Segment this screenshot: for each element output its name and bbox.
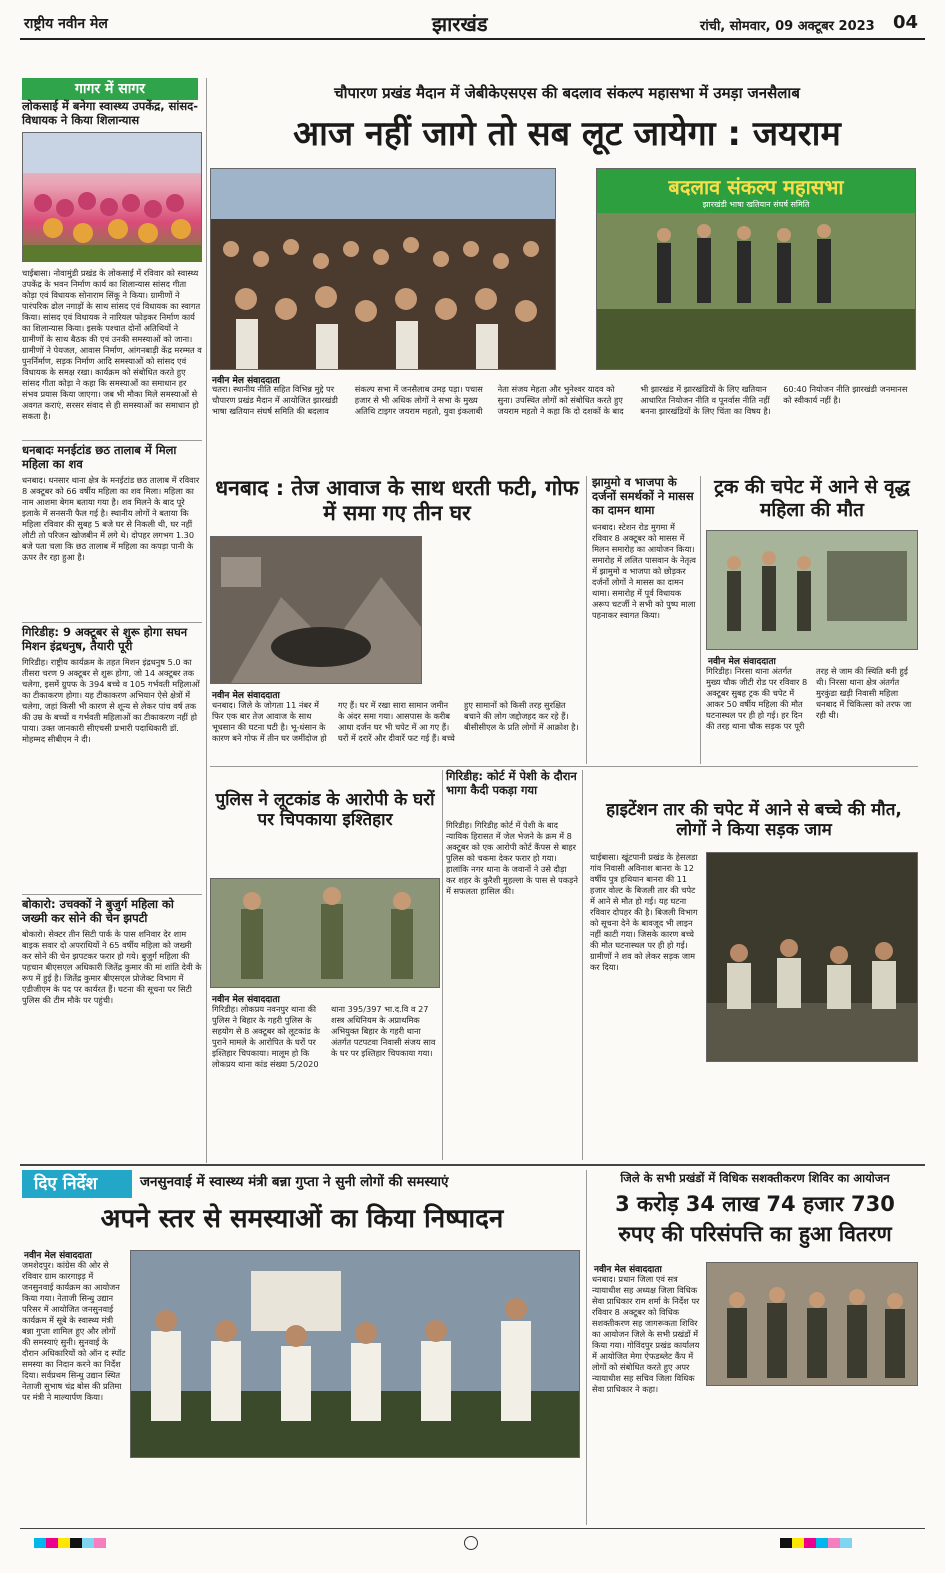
jmm-body: धनबाद। स्टेशन रोड मुगमा में रविवार 8 अक्टूबर को मासस में मिलन समारोह का आयोजन किया। समारोह में ललित पासवान के नेतृत्व में झामुमो व भाजपा को छोड़कर दर्जनों लोगों ने मासस का दामन थामा। समारोह में पूर्व विधायक अरूप चटर्जी ने सभी को पुष्प माला पहनाकर स्वागत किया। bbox=[592, 522, 696, 620]
lead-headline: आज नहीं जागे तो सब लूट जायेगा : जयराम bbox=[293, 114, 841, 154]
police-photo bbox=[210, 878, 440, 988]
stage-photo-illustration bbox=[597, 213, 915, 369]
bottom-right-headline-line1: 3 करोड़ 34 लाख 74 हजार 730 bbox=[615, 1192, 895, 1216]
registration-mark bbox=[464, 1536, 478, 1550]
bottom-right-headline-line2: रुपए की परिसंपत्ति का हुआ वितरण bbox=[618, 1222, 892, 1246]
bottom-left-credit: नवीन मेल संवाददाता bbox=[24, 1251, 92, 1261]
bottom-left-body-continued bbox=[130, 1462, 580, 1522]
light-magenta-swatch bbox=[94, 1538, 106, 1548]
bottom-right-photo bbox=[706, 1262, 918, 1386]
color-bar-right bbox=[780, 1538, 852, 1548]
jmm-headline: झामुमो व भाजपा के दर्जनों समर्थकों ने मासस का दामन थामा bbox=[592, 475, 694, 517]
story1-photo bbox=[22, 132, 202, 262]
story2-headline: धनबादः मनईटांड छठ तालाब में मिला महिला का शव bbox=[22, 443, 177, 471]
column-rule bbox=[700, 476, 701, 764]
hightension-body: चाईबासा। खूंटपानी प्रखंड के हेसलडा गांव निवासी अविनाश बानरा के 12 वर्षीय पुत्र हथियान बानरा की 11 हजार वोल्ट के बिजली तार की चपेट में आने से मौत हो गई। यह घटना रविवार दोपहर की है। बिजली विभाग को सूचना देने के बावजूद भी लाइन नहीं काटी गया। जिसके कारण बच्चे की मौत घटनास्थल पर ही हो गई। ग्रामीणों ने शव को लेकर सड़क जाम कर दिया। bbox=[590, 852, 698, 972]
masthead bbox=[24, 14, 108, 33]
yellow-swatch bbox=[58, 1538, 70, 1548]
truck-headline: ट्रक की चपेट में आने से वृद्ध महिला की मौत bbox=[714, 476, 910, 521]
story4-headline: बोकारो: उचक्कों ने बुजुर्ग महिला को जख्मी कर सोने की चेन झपटी bbox=[22, 897, 174, 925]
story3-body: गिरिडीह। राष्ट्रीय कार्यक्रम के तहत मिशन इंद्रधनुष 5.0 का तीसरा चरण 9 अक्टूबर से शुरू होगा, जो 14 अक्टूबर तक चलेगा, इसमें ग्रुपफ के 394 बच्चे व 105 गर्भवती महिलाओं का टीकाकरण होगा। यह टीकाकरण अभियान ऐसे क्षेत्रों में चलेगा, जहां किसी भी कारण से शून्य से लेकर पांच वर्ष तक की उम्र के बच्चों व गर्भवती महिलाओं का टीकाकरण नहीं हो पाया। उक्त जानकारी सीएचसी प्रभारी पदाधिकारी डॉ. मोहम्मद सीबीएम ने दी। bbox=[22, 657, 200, 744]
truck-photo bbox=[706, 530, 918, 650]
black-swatch bbox=[70, 1538, 82, 1548]
divider bbox=[22, 894, 202, 895]
truck-body: गिरिडीह। निरसा थाना अंतर्गत मुख्य चौक जीटी रोड पर रविवार 8 अक्टूबर सुबह ट्रक की चपेट में आकर 50 वर्षीय महिला की मौत घटनास्थल पर ही हो गई। हर दिन की तरह थाना चौक सड़क पर पूरी तरह से जाम की स्थिति बनी हुई थी। निरसा थाना क्षेत्र अंतर्गत मुरकुंडा खड़ी निवासी महिला धनबाद में चिकित्सा को तरफ जा रही थी। bbox=[706, 666, 912, 731]
police-photo-illustration bbox=[211, 879, 439, 987]
dhanbad-body-continued bbox=[428, 536, 578, 686]
magenta-swatch bbox=[46, 1538, 58, 1548]
police-credit: नवीन मेल संवाददाता bbox=[212, 995, 280, 1005]
section-tag: गागर में सागर bbox=[22, 78, 198, 100]
page-number: 04 bbox=[893, 12, 919, 33]
police-body: गिरिडीह। लोकप्रय नवनपुर थाना की पुलिस ने बिहार के गहरी पुलिस के सहयोग से 8 अक्टूबर को लूटकांड के पुराने मामले के आरोपित के घरों पर इश्तिहार चिपकाया। मालूम हो कि लोकप्रय थाना कांड संख्या 5/2020 थाना 395/397 भा.द.वि व 27 शस्त्र अधिनियम के अप्राथमिक अभियुक्त बिहार के गहरी थाना अंतर्गत पटपटवा निवासी संजय साव के घर पर इश्तिहार चिपकाया गया। bbox=[212, 1004, 436, 1069]
bottom-left-photo bbox=[130, 1250, 580, 1458]
bottom-right-body: धनबाद। प्रधान जिला एवं सत्र न्यायाधीश सह अध्यक्ष जिला विधिक सेवा प्राधिकार राम शर्मा के निर्देश पर रविवार 8 अक्टूबर को विधिक सशक्तीकरण सह जागरूकता शिविर का आयोजन जिले के सभी प्रखंडों में किया गया। गोविंदपुर प्रखंड कार्यालय में आयोजित मेगा ऐफडब्लेट कैंप में लोगों को संबोधित करते हुए अपर न्यायाधीश सह सचिव जिला विधिक सेवा प्राधिकार ने कहा। bbox=[592, 1274, 700, 1394]
truck-photo-illustration bbox=[707, 531, 917, 649]
bottom-right-credit: नवीन मेल संवाददाता bbox=[594, 1265, 662, 1275]
light-cyan-swatch bbox=[840, 1538, 852, 1548]
masthead-text: राष्ट्रीय नवीन मेल bbox=[24, 16, 108, 32]
column-rule bbox=[442, 770, 443, 1160]
divider bbox=[22, 440, 202, 441]
dhanbad-headline: धनबाद : तेज आवाज के साथ धरती फटी, गोफ में समा गए तीन घर bbox=[215, 476, 579, 526]
lead-kicker: चौपारण प्रखंड मैदान में जेबीकेएसएस की बदलाव संकल्प महासभा में उमड़ा जनसैलाब bbox=[334, 84, 800, 102]
light-cyan-swatch bbox=[82, 1538, 94, 1548]
rally-banner-subtitle: झारखंडी भाषा खतियान संघर्ष समिति bbox=[702, 200, 810, 209]
column-rule bbox=[206, 78, 207, 1163]
bottom-left-tag: दिए निर्देश bbox=[22, 1170, 132, 1198]
story2-body: धनबाद। धनसार थाना क्षेत्र के मनईटांड छठ तालाब में रविवार 8 अक्टूबर को 66 वर्षीय महिला का शव मिला। महिला का नाम आशमा बेगम बताया गया है। शव मिलने के बाद पूरे इलाके में सनसनी फैल गई है। स्थानीय लोगों ने बताया कि महिला रविवार की सुबह 5 बजे घर से निकली थी, घर नहीं लौटी तो परिजन खोजबीन में लगे थे। दोपहर लगभग 1.30 बजे पता चला कि छठ तालाब में महिला का कपड़ा पानी के ऊपर तैर रहा हुआ है। bbox=[22, 475, 200, 562]
column-rule bbox=[586, 1170, 587, 1525]
divider bbox=[210, 766, 918, 767]
lead-body: चतरा। स्थानीय नीति सहित विभिन्न मुद्दे पर चौपारण प्रखंड मैदान में आयोजित झारखंडी भाषा खतियान संघर्ष समिति की बदलाव संकल्प सभा में जनसैलाब उमड़ पड़ा। पचास हजार से भी अधिक लोगों ने सभा के मुख्य अतिथि टाइगर जयराम महतो, युवा इंकलाबी नेता संजय मेहता और भुनेश्वर यादव को सुना। उपस्थित लोगों को संबोधित करते हुए जयराम महतो ने कहा कि दो दशकों के बाद भी झारखंड में झारखंडियों के लिए खतियान आधारित नियोजन नीति व पूनर्वास नीति नहीं बनना झारखंडियों के लिए चिंता का विषय है। 60:40 नियोजन नीति झारखंडी जनमानस को स्वीकार्य नहीं है। bbox=[212, 384, 908, 416]
truck-credit: नवीन मेल संवाददाता bbox=[708, 657, 776, 667]
color-bar-left bbox=[34, 1538, 106, 1548]
footer-rule bbox=[20, 1528, 925, 1529]
black-swatch bbox=[780, 1538, 792, 1548]
header-rule bbox=[20, 38, 925, 40]
column-rule bbox=[582, 770, 583, 1160]
light-magenta-swatch bbox=[828, 1538, 840, 1548]
lead-credit: नवीन मेल संवाददाता bbox=[212, 376, 280, 386]
dhanbad-credit: नवीन मेल संवाददाता bbox=[212, 691, 280, 701]
yellow-swatch bbox=[792, 1538, 804, 1548]
crowd-photo-illustration bbox=[23, 133, 201, 261]
lead-photo-stage bbox=[596, 168, 916, 370]
dhanbad-body: धनबाद। जिले के जोगता 11 नंबर में फिर एक बार तेज आवाज के साथ भूधसान की घटना घटी है। भू-धंसान के कारण बने गोफ में तीन घर जमींदोज हो गए हैं। घर में रखा सारा सामान जमीन के अंदर समा गया। आसपास के करीब आधा दर्जन घर भी चपेट में आ गए हैं। घरों में दरारें और दीवारें फट गई हैं। बच्चे हुए सामानों को किसी तरह सुरक्षित बचाने की लोग जद्दोजहद कर रहे हैं। बीसीसीएल के प्रति लोगों में आक्रोश है। bbox=[212, 700, 579, 743]
divider bbox=[22, 622, 202, 623]
story3-headline: गिरिडीह: 9 अक्टूबर से शुरू होगा सघन मिशन इंद्रधनुष, तैयारी पूरी bbox=[22, 625, 188, 653]
dateline: रांची, सोमवार, 09 अक्टूबर 2023 bbox=[700, 19, 875, 34]
hightension-photo bbox=[706, 852, 918, 1062]
rally-banner-title: बदलाव संकल्प महासभा bbox=[668, 175, 844, 199]
dhanbad-photo bbox=[210, 536, 422, 684]
story1-headline: लोकसाई में बनेगा स्वास्थ्य उपकेंद्र, सांसद-विधायक ने किया शिलान्यास bbox=[22, 99, 199, 127]
bottom-left-kicker: जनसुनवाई में स्वास्थ्य मंत्री बन्ना गुप्ता ने सुनी लोगों की समस्याएं bbox=[140, 1174, 449, 1190]
cyan-swatch bbox=[34, 1538, 46, 1548]
cyan-swatch bbox=[816, 1538, 828, 1548]
lead-photo-crowd bbox=[210, 168, 556, 370]
story1-body: चाईबासा। नोवामुंडी प्रखंड के लोकसाई में रविवार को स्वास्थ्य उपकेंद्र के भवन निर्माण कार्य का शिलान्यास सांसद गीता कोड़ा एवं विधायक सोनाराम सिंकू ने किया। ग्रामीणों ने पारंपरिक ढोल नगाड़ों के साथ सांसद एवं विधायक का स्वागत किया। सांसद एवं विधायक ने नारियल फोड़कर निर्माण कार्य का शिलान्यास किया। इसके पश्चात दोनों अतिथियों ने ग्रामीणों के साथ बैठक की एवं उनकी समस्याओं को जाना। ग्रामीणों ने पेयजल, आवास निर्माण, आंगनबाड़ी केंद्र मरम्मत व पुनर्निर्माण, सड़क निर्माण आदि समस्याओं को सांसद एवं विधायक के समक्ष रखा। कार्यक्रम को संबोधित करते हुए सांसद गीता कोड़ा ने कहा कि समस्याओं का समाधान हर संभव प्रयास किया जाएगा। जब भी मौका मिले समस्याओं से अवगत कराएं, सरसर संवाद से ही समस्याओं का समाधान हो सकता है। bbox=[22, 268, 202, 421]
hightension-body-continued bbox=[706, 1066, 918, 1160]
section-name: झारखंड bbox=[432, 12, 488, 36]
bottom-right-kicker: जिले के सभी प्रखंडों में विधिक सशक्तीकरण शिविर का आयोजन bbox=[620, 1171, 890, 1185]
camp-photo-illustration bbox=[707, 1263, 917, 1385]
crowd-photo-illustration bbox=[211, 169, 555, 369]
hightension-headline: हाइटेंशन तार की चपेट में आने से बच्चे की मौत, लोगों ने किया सड़क जाम bbox=[606, 800, 902, 841]
collapse-photo-illustration bbox=[211, 537, 421, 683]
bottom-right-body-continued bbox=[706, 1390, 918, 1522]
bottom-left-body: जमशेदपुर। कांग्रेस की ओर से रविवार ग्राम कारगाइड़ में जनसुनवाई कार्यक्रम का आयोजन किया गया। नेताजी सिन्धु उद्यान परिसर में आयोजित जनसुनवाई कार्यक्रम में सूबे के स्वास्थ्य मंत्री बन्ना गुप्ता शामिल हुए और लोगों की समस्याएं सुनी। सुनवाई के दौरान अधिकारियों को ऑन द स्पॉट समस्या का निदान करने का निर्देश दिया। सर्वप्रथम सिन्धु उद्यान स्थित नेताजी सुभाष चंद्र बोस की प्रतिमा पर मंत्री ने माल्यार्पण किया। bbox=[22, 1260, 126, 1402]
court-body: गिरिडीह। गिरिडीह कोर्ट में पेशी के बाद न्यायिक हिरासत में जेल भेजने के क्रम में 8 अक्टूबर को एक आरोपी कोर्ट कैंपस से बाहर पुलिस को चकमा देकर फरार हो गया। हालांकि नगर थाना के जवानों ने उसे दौड़ा कर शहर के कुरैशी मुहल्ला के पास से पकड़ने में सफलता हासिल की। bbox=[446, 820, 578, 896]
court-headline: गिरिडीह: कोर्ट में पेशी के दौरान भागा कैदी पकड़ा गया bbox=[446, 769, 577, 797]
divider bbox=[20, 1164, 925, 1166]
bottom-left-headline: अपने स्तर से समस्याओं का किया निष्पादन bbox=[100, 1204, 504, 1234]
column-rule bbox=[586, 476, 587, 764]
story4-body: बोकारो। सेक्टर तीन सिटी पार्क के पास शनिवार देर शाम बाइक सवार दो अपराधियों ने 65 वर्षीय महिला को जख्मी कर सोने की चेन झपटकर फरार हो गये। बुजुर्ग महिला की पहचान बीएसएल अधिकारी जितेंद्र कुमार की मां शांति देवी के रूप में हुई है। जितेंद्र कुमार बीएसएल प्रोजेक्ट विभाग में एडीजीएम के पद पर कार्यरत हैं। घटना की सूचना पर सिटी पुलिस की टीम मौके पर पहुंची। bbox=[22, 929, 202, 1005]
road-block-photo-illustration bbox=[707, 853, 917, 1061]
magenta-swatch bbox=[804, 1538, 816, 1548]
hearing-photo-illustration bbox=[131, 1251, 579, 1457]
police-headline: पुलिस ने लूटकांड के आरोपी के घरों पर चिपकाया इश्तिहार bbox=[215, 790, 435, 831]
